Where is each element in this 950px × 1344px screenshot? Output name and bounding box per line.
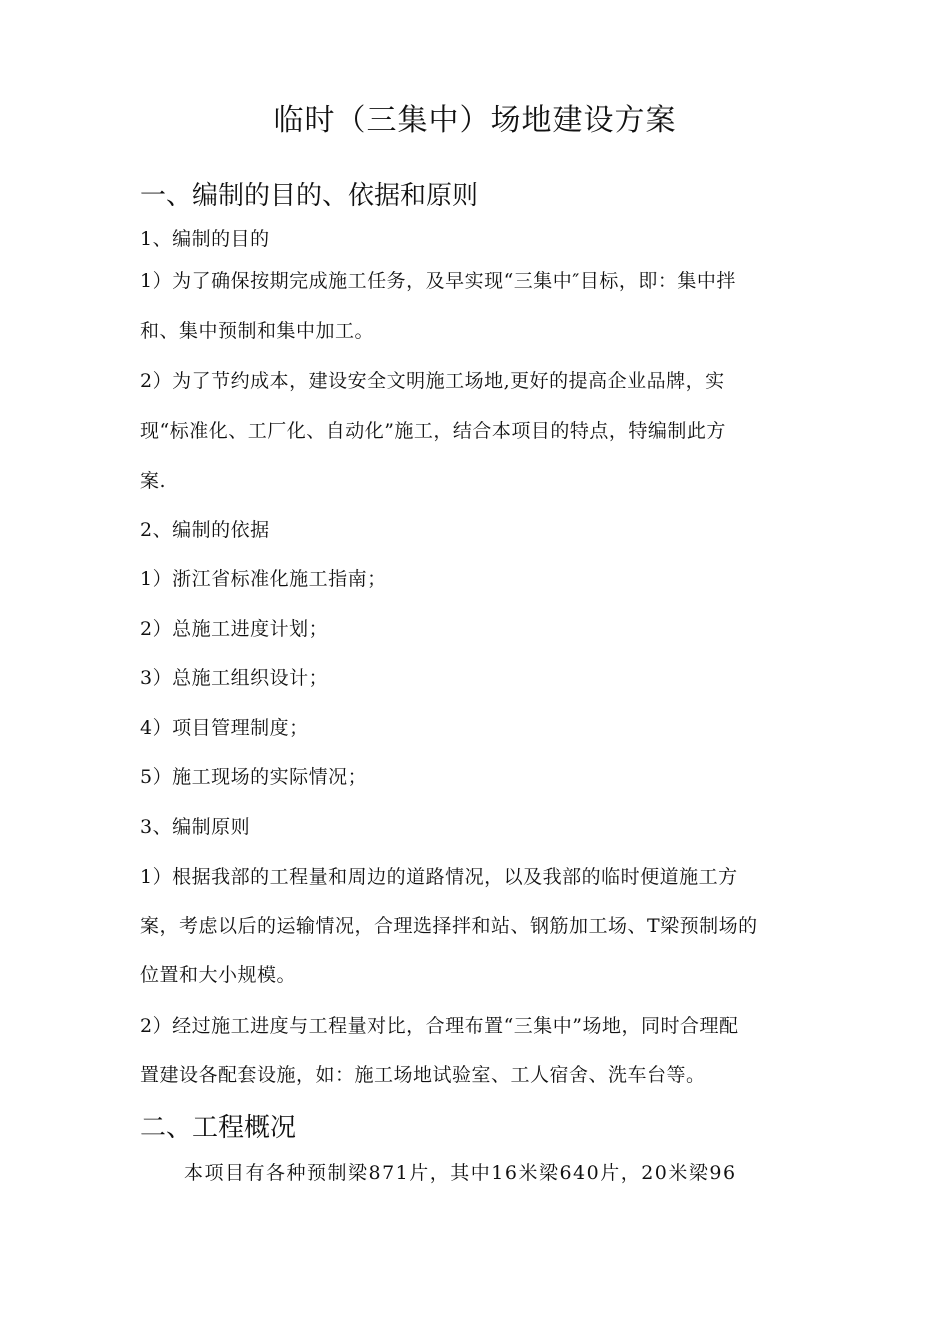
purpose-item-2-line-1: 2）为了节约成本，建设安全文明施工场地,更好的提高企业品牌，实 — [140, 370, 725, 392]
purpose-item-2-line-2: 现“标准化、工厂化、自动化”施工，结合本项目的特点，特编制此方 — [140, 420, 726, 442]
purpose-item-2-line-3: 案. — [140, 470, 167, 492]
purpose-item-1-line-2: 和、集中预制和集中加工。 — [140, 320, 375, 342]
basis-heading: 2、编制的依据 — [140, 519, 270, 541]
overview-paragraph-line-1: 本项目有各种预制梁871片，其中16米梁640片，20米梁96 — [184, 1162, 737, 1184]
purpose-heading: 1、编制的目的 — [140, 228, 270, 250]
basis-item-3: 3）总施工组织设计； — [140, 667, 329, 689]
purpose-item-1-line-1: 1）为了确保按期完成施工任务，及早实现“三集中″目标，即：集中拌 — [140, 270, 736, 292]
principle-item-2-line-1: 2）经过施工进度与工程量对比，合理布置“三集中”场地，同时合理配 — [140, 1015, 739, 1037]
basis-item-5: 5）施工现场的实际情况； — [140, 766, 368, 788]
principle-item-1-line-3: 位置和大小规模。 — [140, 964, 297, 986]
basis-item-2: 2）总施工进度计划； — [140, 618, 329, 640]
principle-item-2-line-2: 置建设各配套设施，如：施工场地试验室、工人宿舍、洗车台等。 — [140, 1064, 706, 1086]
section-2-heading: 二、工程概况 — [140, 1113, 297, 1143]
basis-item-1: 1）浙江省标准化施工指南； — [140, 568, 387, 590]
principle-item-1-line-2: 案，考虑以后的运输情况，合理选择拌和站、钢筋加工场、T梁预制场的 — [140, 915, 758, 937]
principle-heading: 3、编制原则 — [140, 816, 251, 838]
basis-item-4: 4）项目管理制度； — [140, 717, 309, 739]
principle-item-1-line-1: 1）根据我部的工程量和周边的道路情况，以及我部的临时便道施工方 — [140, 866, 738, 888]
document-title: 临时（三集中）场地建设方案 — [273, 103, 677, 138]
section-1-heading: 一、编制的目的、依据和原则 — [140, 181, 479, 211]
